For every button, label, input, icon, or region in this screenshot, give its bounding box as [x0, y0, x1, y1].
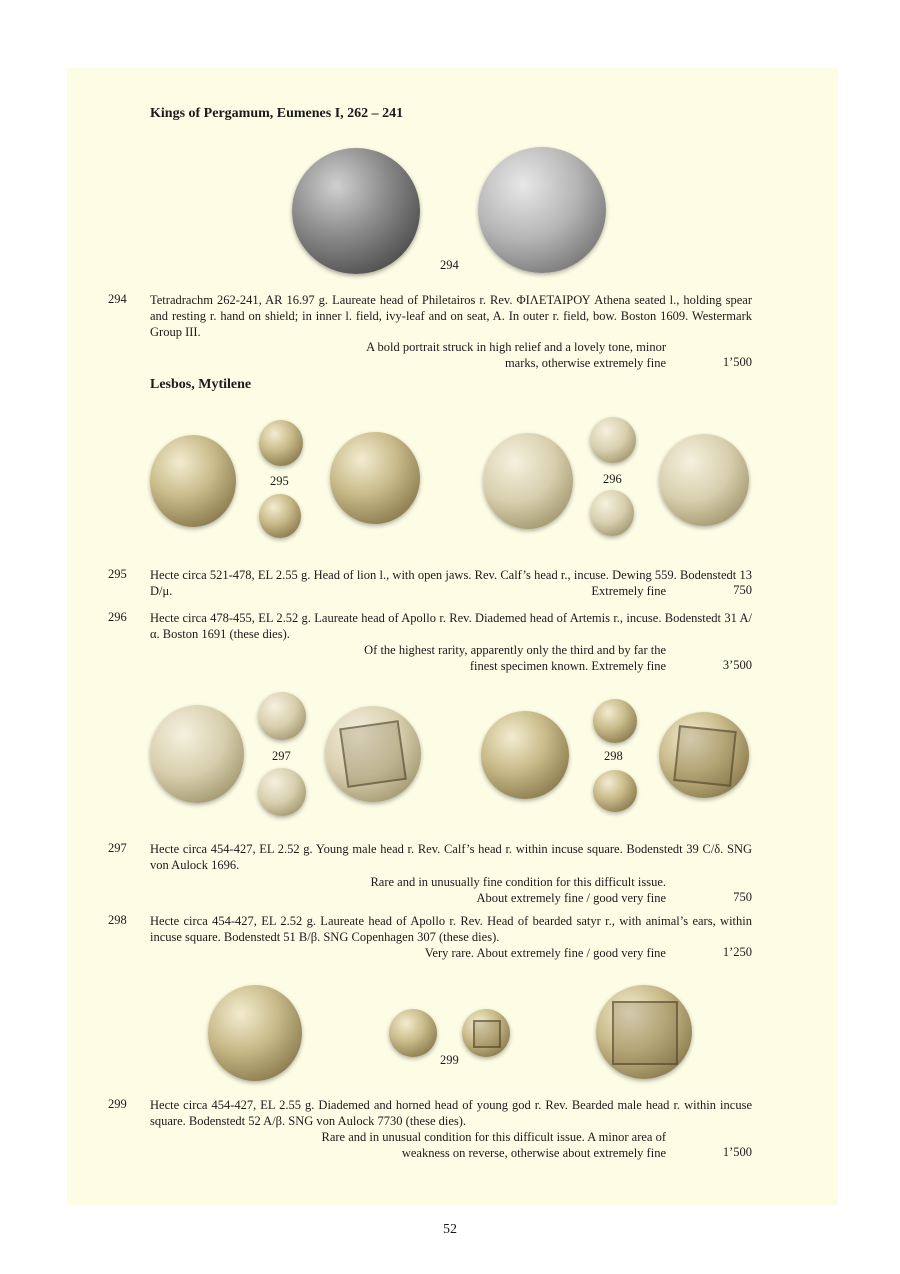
coin-297-obverse-actual-image: [258, 692, 306, 740]
lot-294-note-line: A bold portrait struck in high relief and a lovely tone, minor: [366, 340, 666, 354]
lot-295-image-label: 295: [270, 474, 289, 488]
incuse-square-299-small: [473, 1020, 501, 1048]
lot-299-note: [150, 1129, 666, 1161]
coin-296-obverse-actual-image: [590, 417, 636, 463]
lot-297-description: Hecte circa 454-427, EL 2.52 g. Young male head r. Rev. Calf’s head r. within incuse square. Bodenstedt 39 C/δ. SNG von Aulock 1696.: [150, 842, 752, 872]
lot-295-price: 750: [733, 583, 752, 597]
lot-298-note: [150, 945, 666, 961]
page-number: 52: [443, 1222, 457, 1237]
lot-294-number: 294: [108, 292, 127, 306]
incuse-square-298: [673, 725, 737, 787]
coin-296-reverse-actual-image: [590, 490, 634, 536]
lot-298-price: 1’250: [722, 945, 752, 959]
coin-295-reverse-actual-image: [259, 494, 301, 538]
coin-295-obverse-actual-image: [259, 420, 303, 466]
lot-298-number: 298: [108, 913, 127, 927]
lot-299-number: 299: [108, 1097, 127, 1111]
coin-295-obverse-enlarged-image: [150, 435, 236, 527]
coin-297-reverse-actual-image: [258, 768, 306, 816]
coin-294-obverse-image: [292, 148, 420, 274]
lot-296-description: Hecte circa 478-455, EL 2.52 g. Laureate head of Apollo r. Rev. Diademed head of Artemis r., incuse. Bodenstedt 31 A/α. Boston 1691 (these dies).: [150, 611, 752, 641]
lot-294-note: [150, 339, 666, 371]
incuse-square-297: [339, 720, 407, 788]
coin-297-obverse-enlarged-image: [150, 705, 244, 803]
lot-296-number: 296: [108, 610, 127, 624]
lot-296-image-label: 296: [603, 472, 622, 486]
lot-295-number: 295: [108, 567, 127, 581]
coin-296-obverse-enlarged-image: [483, 433, 573, 529]
lot-299-price: 1’500: [722, 1145, 752, 1159]
lot-299-image-label: 299: [440, 1053, 459, 1067]
lot-294-description: Tetradrachm 262-241, AR 16.97 g. Laureate head of Philetairos r. Rev. ΦΙΛΕΤΑΙΡΟΥ Athena seated l., holding spear and resting r. hand on shield; in inner l. field, ivy-leaf and on seat, A. In outer r. field, bow. Boston 1609. Westermark Group III.: [150, 293, 752, 339]
lot-299-description: Hecte circa 454-427, EL 2.55 g. Diademed and horned head of young god r. Rev. Bearded male head r. within incuse square. Bodenstedt 52 A/β. SNG von Aulock 7730 (these dies).: [150, 1098, 752, 1128]
incuse-square-299: [612, 1001, 678, 1065]
lot-298-note-line: Very rare. About extremely fine / good very fine: [424, 946, 666, 960]
lot-298-description: Hecte circa 454-427, EL 2.52 g. Laureate head of Apollo r. Rev. Head of bearded satyr r., with animal’s ears, within incuse square. Bodenstedt 51 B/β. SNG Copenhagen 307 (these dies).: [150, 914, 752, 944]
lot-296-price: 3’500: [722, 658, 752, 672]
lot-297-note: [150, 874, 666, 906]
coin-296-reverse-enlarged-image: [659, 434, 749, 526]
lot-296-note-line: Of the highest rarity, apparently only the third and by far the: [364, 643, 666, 657]
coin-298-obverse-actual-image: [593, 699, 637, 743]
lot-295-note: [150, 583, 666, 599]
lot-294-note-line: marks, otherwise extremely fine: [504, 356, 666, 370]
coin-294-reverse-image: [478, 147, 606, 273]
lot-297-note-line: Rare and in unusually fine condition for this difficult issue.: [370, 875, 666, 889]
lot-294-image-label: 294: [440, 258, 459, 272]
lot-295-note-line: Extremely fine: [591, 584, 666, 598]
section-heading-lesbos: Lesbos, Mytilene: [150, 377, 252, 392]
lot-296-note-line: finest specimen known. Extremely fine: [469, 659, 666, 673]
lot-296-note: [150, 642, 666, 674]
lot-297-price: 750: [733, 890, 752, 904]
lot-298-image-label: 298: [604, 749, 623, 763]
lot-297-image-label: 297: [272, 749, 291, 763]
coin-298-reverse-actual-image: [593, 770, 637, 812]
section-heading-pergamum: Kings of Pergamum, Eumenes I, 262 – 241: [150, 106, 404, 121]
coin-295-reverse-enlarged-image: [330, 432, 420, 524]
lot-299-note-line: weakness on reverse, otherwise about extremely fine: [401, 1146, 666, 1160]
lot-297-number: 297: [108, 841, 127, 855]
coin-299-obverse-enlarged-image: [208, 985, 302, 1081]
coin-298-obverse-enlarged-image: [481, 711, 569, 799]
coin-299-obverse-actual-image: [389, 1009, 437, 1057]
lot-299-note-line: Rare and in unusual condition for this difficult issue. A minor area of: [321, 1130, 666, 1144]
lot-297-note-line: About extremely fine / good very fine: [476, 891, 666, 905]
lot-295-description: Hecte circa 521-478, EL 2.55 g. Head of lion l., with open jaws. Rev. Calf’s head r., incuse. Dewing 559. Bodenstedt 13 D/μ.: [150, 568, 752, 598]
lot-294-price: 1’500: [722, 355, 752, 369]
